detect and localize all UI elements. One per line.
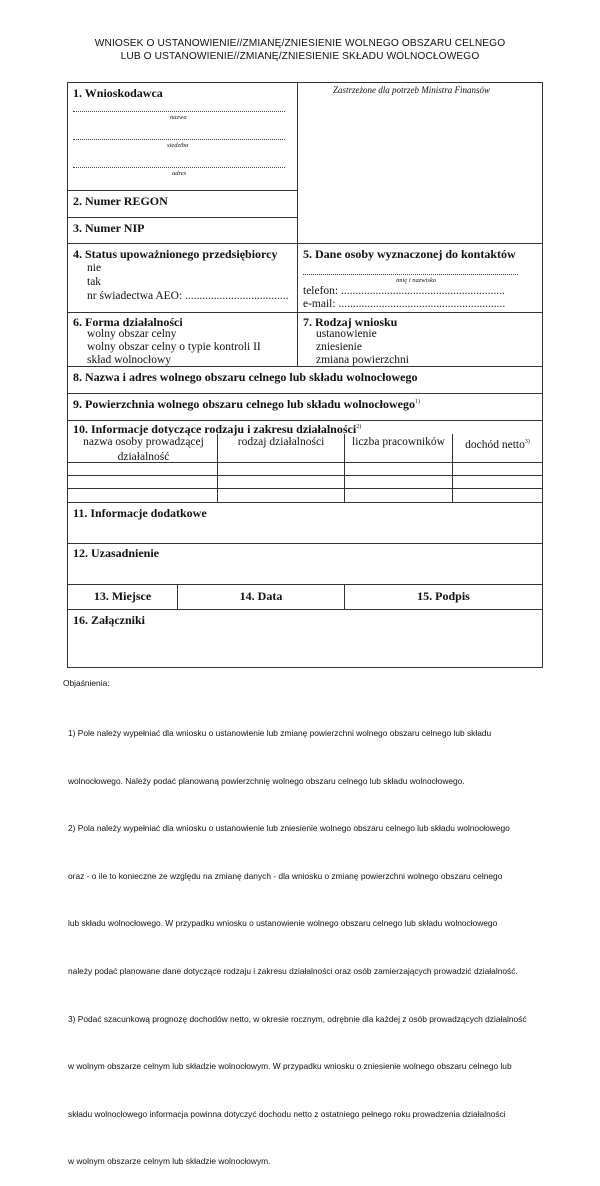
- col-employees: liczba pracowników: [352, 436, 445, 448]
- seat-field[interactable]: [73, 139, 285, 140]
- note-line: składu wolnocłowego informacja powinna dotyczyć dochodu netto z ostatniego pełnego roku prowadzenia działalności: [68, 1108, 506, 1119]
- s15-title: 15. Podpis: [417, 589, 470, 603]
- s16-title: 16. Załączniki: [73, 613, 146, 627]
- form-option-warehouse[interactable]: skład wolnocłowy: [87, 354, 172, 366]
- name-caption: nazwa: [170, 114, 187, 121]
- status-option-no[interactable]: nie: [87, 262, 102, 274]
- notes-list: [68, 692, 527, 1186]
- form-title-line2: LUB O USTANOWIENIE//ZMIANĘ/ZNIESIENIE SKŁADU WOLNOCŁOWEGO: [120, 51, 480, 62]
- note-line: wolnocłowego. Należy podać planowaną powierzchnię wolnego obszaru celnego lub składu wolnocłowego.: [68, 775, 465, 786]
- note-line: w wolnym obszarze celnym lub składzie wolnocłowym.: [68, 1156, 271, 1167]
- phone-field[interactable]: telefon: .........................................................: [303, 285, 505, 297]
- type-option-abolish[interactable]: zniesienie: [316, 341, 362, 353]
- type-option-change-area[interactable]: zmiana powierzchni: [316, 354, 409, 366]
- s11-title: 11. Informacje dodatkowe: [73, 506, 207, 520]
- status-option-yes[interactable]: tak: [87, 276, 102, 288]
- col-net-income: dochód netto$^{3)}$: [465, 438, 530, 451]
- note-line: należy podać planowane dane dotyczące rodzaju i zakresu działalności oraz osób zamierzających prowadzić działalność.: [68, 965, 518, 976]
- s6-title: 6. Forma działalności: [73, 315, 183, 329]
- note-line: 2) Pola należy wypełniać dla wniosku o ustanowienie lub zniesienie wolnego obszaru celnego lub składu wolnocłowego: [68, 823, 510, 834]
- note-line: oraz - o ile to konieczne ze względu na zmianę danych - dla wniosku o zmianę powierzchni wolnego obszaru celnego: [68, 870, 503, 881]
- s12-title: 12. Uzasadnienie: [73, 546, 160, 560]
- form-title-line1: WNIOSEK O USTANOWIENIE//ZMIANĘ/ZNIESIENIE WOLNEGO OBSZARU CELNEGO: [94, 38, 506, 49]
- note-line: lub składu wolnocłowego. W przypadku wniosku o ustanowienie wolnego obszaru celnego lub składu wolnocłowego: [68, 918, 498, 929]
- note-line: 3) Podać szacunkową prognozę dochodów netto, w okresie rocznym, odrębnie dla każdej z osób prowadzących działalność: [68, 1013, 527, 1024]
- s4-title: 4. Status upoważnionego przedsiębiorcy: [73, 247, 278, 261]
- seat-caption: siedziba: [167, 142, 189, 149]
- s8-title: 8. Nazwa i adres wolnego obszaru celnego lub składu wolnocłowego: [73, 370, 418, 384]
- note-line: w wolnym obszarze celnym lub składzie wolnocłowym. W przypadku wniosku o zniesienie wolnego obszaru celnego lub: [68, 1061, 512, 1072]
- s7-title: 7. Rodzaj wniosku: [303, 315, 398, 329]
- col-activity-type: rodzaj działalności: [237, 436, 325, 448]
- form-option-free-zone[interactable]: wolny obszar celny: [87, 328, 177, 340]
- contact-name-caption: imię i nazwisko: [396, 277, 437, 284]
- name-field[interactable]: [73, 111, 285, 112]
- s9-title: 9. Powierzchnia wolnego obszaru celnego lub składu wolnocłowego$^{1)}$: [73, 397, 421, 411]
- reserved-note: Zastrzeżone dla potrzeb Ministra Finansów: [333, 85, 491, 95]
- address-caption: adres: [172, 170, 187, 177]
- form-option-free-zone-type2[interactable]: wolny obszar celny o typie kontroli II: [87, 341, 261, 353]
- s1-title: 1. Wnioskodawca: [73, 86, 163, 100]
- s14-title: 14. Data: [239, 589, 283, 603]
- contact-name-field[interactable]: [303, 274, 518, 275]
- note-line: 1) Pole należy wypełniać dla wniosku o ustanowienie lub zmianę powierzchni wolnego obszaru celnego lub składu: [68, 728, 492, 738]
- s10-title: 10. Informacje dotyczące rodzaju i zakresu działalności$^{2)}$: [73, 422, 362, 436]
- type-option-establish[interactable]: ustanowienie: [316, 328, 377, 340]
- s13-title: 13. Miejsce: [93, 589, 152, 603]
- s3-title: 3. Numer NIP: [73, 221, 145, 235]
- notes-heading: Objaśnienia:: [63, 678, 110, 688]
- s5-title: 5. Dane osoby wyznaczonej do kontaktów: [303, 247, 516, 261]
- col-operator-name: nazwa osoby prowadzącej działalność: [83, 436, 204, 463]
- aeo-number-field[interactable]: nr świadectwa AEO: ....................................: [87, 290, 289, 302]
- address-field[interactable]: [73, 167, 285, 168]
- s2-title: 2. Numer REGON: [73, 194, 168, 208]
- email-field[interactable]: e-mail: ..........................................................: [303, 298, 506, 310]
